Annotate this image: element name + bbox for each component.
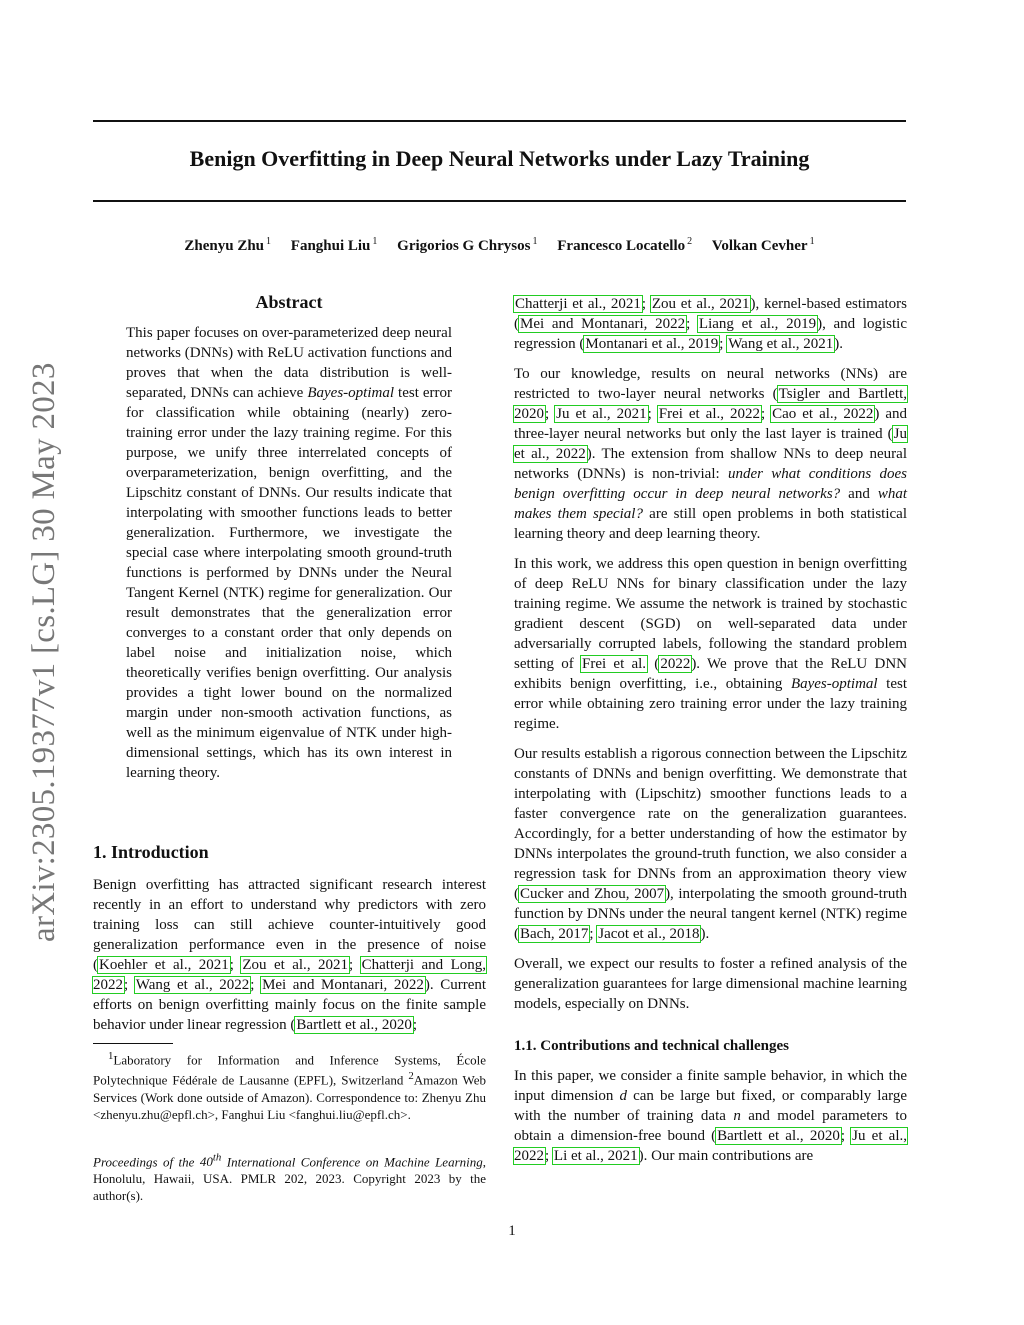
citation-link[interactable]: Bartlett et al., 2020 <box>717 1128 840 1144</box>
paragraph: To our knowledge, results on neural networks (NNs) are restricted to two-layer neural networks (Tsigler and Bartlett, 2020; Ju et al., 2021; Frei et al., 2022; Cao et al., 2022) and three-layer neural networks but only the last layer is trained (Ju et al., 2022). The extension from shallow NNs to deep neural networks (DNNs) is non-trivial: under what conditions does benign overfitting occur in deep neural networks? and what makes them special? are still open problems in both statistical learning theory and deep learning theory. <box>514 366 908 542</box>
citation-link[interactable]: Montanari et al., 2019 <box>585 336 719 352</box>
citation-link[interactable]: Li et al., 2021 <box>553 1148 638 1164</box>
citation-link[interactable]: Zou et al., 2021 <box>242 957 348 973</box>
subsection-heading: 1.1. Contributions and technical challenges <box>514 1038 790 1054</box>
proceedings-note: Proceedings of the 40th International Conference on Machine Learning, Honolulu, Hawaii, USA. PMLR 202, 2023. Copyright 2023 by the author(s). <box>93 1152 487 1204</box>
footnote-rule <box>93 1043 173 1044</box>
author-list <box>93 236 906 255</box>
author: Fanghui Liu $^1$ <box>290 236 378 254</box>
page-number: 1 <box>508 1223 516 1239</box>
introduction-paragraph: Benign overfitting has attracted significant research interest recently in an effort to understand why predictors with zero training loss can still achieve counter-intuitively good generalization performance even in the presence of noise (Koehler et al., 2021; Zou et al., 2021; Chatterji and Long, 2022; Wang et al., 2022; Mei and Montanari, 2022). Current efforts on benign overfitting mainly focus on the finite sample behavior under linear regression (Bartlett et al., 2020; <box>93 877 487 1033</box>
top-rule <box>93 120 906 122</box>
arxiv-identifier: arXiv:2305.19377v1 [cs.LG] 30 May 2023 <box>26 362 62 942</box>
paragraph: In this work, we address this open question in benign overfitting of deep ReLU NNs for binary classification under the lazy training regime. We assume the network is trained by stochastic gradient descent (SGD) on well-separated data under adversarially corrupted labels, following the standard problem setting of Frei et al. (2022). We prove that the ReLU DNN exhibits benign overfitting, i.e., obtaining Bayes-optimal test error while obtaining zero training error under the lazy training regime. <box>514 556 908 732</box>
citation-link[interactable]: Frei et al., 2022 <box>658 406 760 422</box>
abstract-body: This paper focuses on over-parameterized deep neural networks (DNNs) with ReLU activation functions and proves that when the data distribution is well-separated, DNNs can achieve Bayes-optimal test error for classification while obtaining (nearly) zero-training error under the lazy training regime. For this purpose, we unify three interrelated concepts of overparameterization, benign overfitting, and the Lipschitz constant of DNNs. Our results indicate that interpolating with smoother functions leads to better generalization. Furthermore, we investigate the special case where interpolating smooth ground-truth functions is performed by DNNs under the Neural Tangent Kernel (NTK) regime for generalization. Our result demonstrates that the generalization error converges to a constant order that only depends on label noise and initialization noise, which theoretically verifies benign overfitting. Our analysis provides a tight lower bound on the normalized margin under non-smooth activation functions, as well as the minimum eigenvalue of NTK under high-dimensional settings, which has its own interest in learning theory. <box>126 325 453 781</box>
citation-link[interactable]: Frei et al. <box>582 656 647 672</box>
citation-link[interactable]: Ju et al., 2022 <box>514 1128 907 1164</box>
citation-link[interactable]: Cucker and Zhou, 2007 <box>520 886 665 902</box>
citation-link[interactable]: Chatterji et al., 2021 <box>515 296 641 312</box>
citation-link[interactable]: Chatterji and Long, 2022 <box>93 957 487 993</box>
paper-title: Benign Overfitting in Deep Neural Networks under Lazy Training <box>189 146 810 171</box>
citation-link[interactable]: Wang et al., 2022 <box>135 977 250 993</box>
author: Francesco Locatello $^2$ <box>557 236 693 254</box>
introduction-heading: 1. Introduction <box>93 842 209 862</box>
citation-link[interactable]: Koehler et al., 2021 <box>99 957 229 973</box>
citation-link[interactable]: Mei and Montanari, 2022 <box>520 316 686 332</box>
citation-link[interactable]: Cao et al., 2022 <box>772 406 874 422</box>
citation-link[interactable]: Ju et al., 2022 <box>514 426 907 462</box>
citation-link[interactable]: Zou et al., 2021 <box>651 296 750 312</box>
citation-link[interactable]: Liang et al., 2019 <box>698 316 817 332</box>
author: Volkan Cevher $^1$ <box>711 236 815 254</box>
citation-link[interactable]: Wang et al., 2021 <box>728 336 834 352</box>
title-bottom-rule <box>93 200 906 202</box>
paragraph: Overall, we expect our results to foster a refined analysis of the generalization guarantees for large dimensional machine learning models, especially on DNNs. <box>514 956 907 1012</box>
abstract-heading: Abstract <box>255 292 323 312</box>
right-column <box>514 294 907 1176</box>
paragraph: Our results establish a rigorous connection between the Lipschitz constants of DNNs and benign overfitting. We demonstrate that interpolating with (Lipschitz) smoother functions leads to a faster convergence rate on the generalization guarantees. Accordingly, for a better understanding of how the estimator by DNNs interpolates the ground-truth function, we also consider a regression task for DNNs from an approximation theory view (Cucker and Zhou, 2007), interpolating the smooth ground-truth function by DNNs under the neural tangent kernel (NTK) regime (Bach, 2017; Jacot et al., 2018). <box>514 746 907 942</box>
citation-link[interactable]: 2022 <box>660 656 691 672</box>
affiliation-footnote: $^1$Laboratory for Information and Inference Systems, École Polytechnique Fédérale de Lausanne (EPFL), Switzerland $^2$Amazon Web Services (Work done outside of Amazon). Correspondence to: Zhenyu Zhu <zhenyu.zhu@epfl.ch>, Fanghui Liu <fanghui.liu@epfl.ch>. <box>93 1050 486 1122</box>
citation-link[interactable]: Bach, 2017 <box>520 926 589 942</box>
citation-link[interactable]: Bartlett et al., 2020 <box>296 1017 412 1033</box>
citation-link[interactable]: Mei and Montanari, 2022 <box>262 977 424 993</box>
citation-link[interactable]: Tsigler and Bartlett, 2020 <box>514 386 907 422</box>
paragraph: Chatterji et al., 2021; Zou et al., 2021), kernel-based estimators (Mei and Montanari, 2022; Liang et al., 2019), and logistic regression (Montanari et al., 2019; Wang et al., 2021). <box>514 296 908 352</box>
paragraph: In this paper, we consider a finite sample behavior, in which the input dimension d can be large but fixed, or comparably large with the number of training data n and model parameters to obtain a dimension-free bound (Bartlett et al., 2020; Ju et al., 2022; Li et al., 2021). Our main contributions are <box>514 1068 908 1164</box>
citation-link[interactable]: Jacot et al., 2018 <box>598 926 700 942</box>
author: Grigorios G Chrysos $^1$ <box>397 236 538 254</box>
author: Zhenyu Zhu $^1$ <box>184 236 272 254</box>
citation-link[interactable]: Ju et al., 2021 <box>556 406 647 422</box>
